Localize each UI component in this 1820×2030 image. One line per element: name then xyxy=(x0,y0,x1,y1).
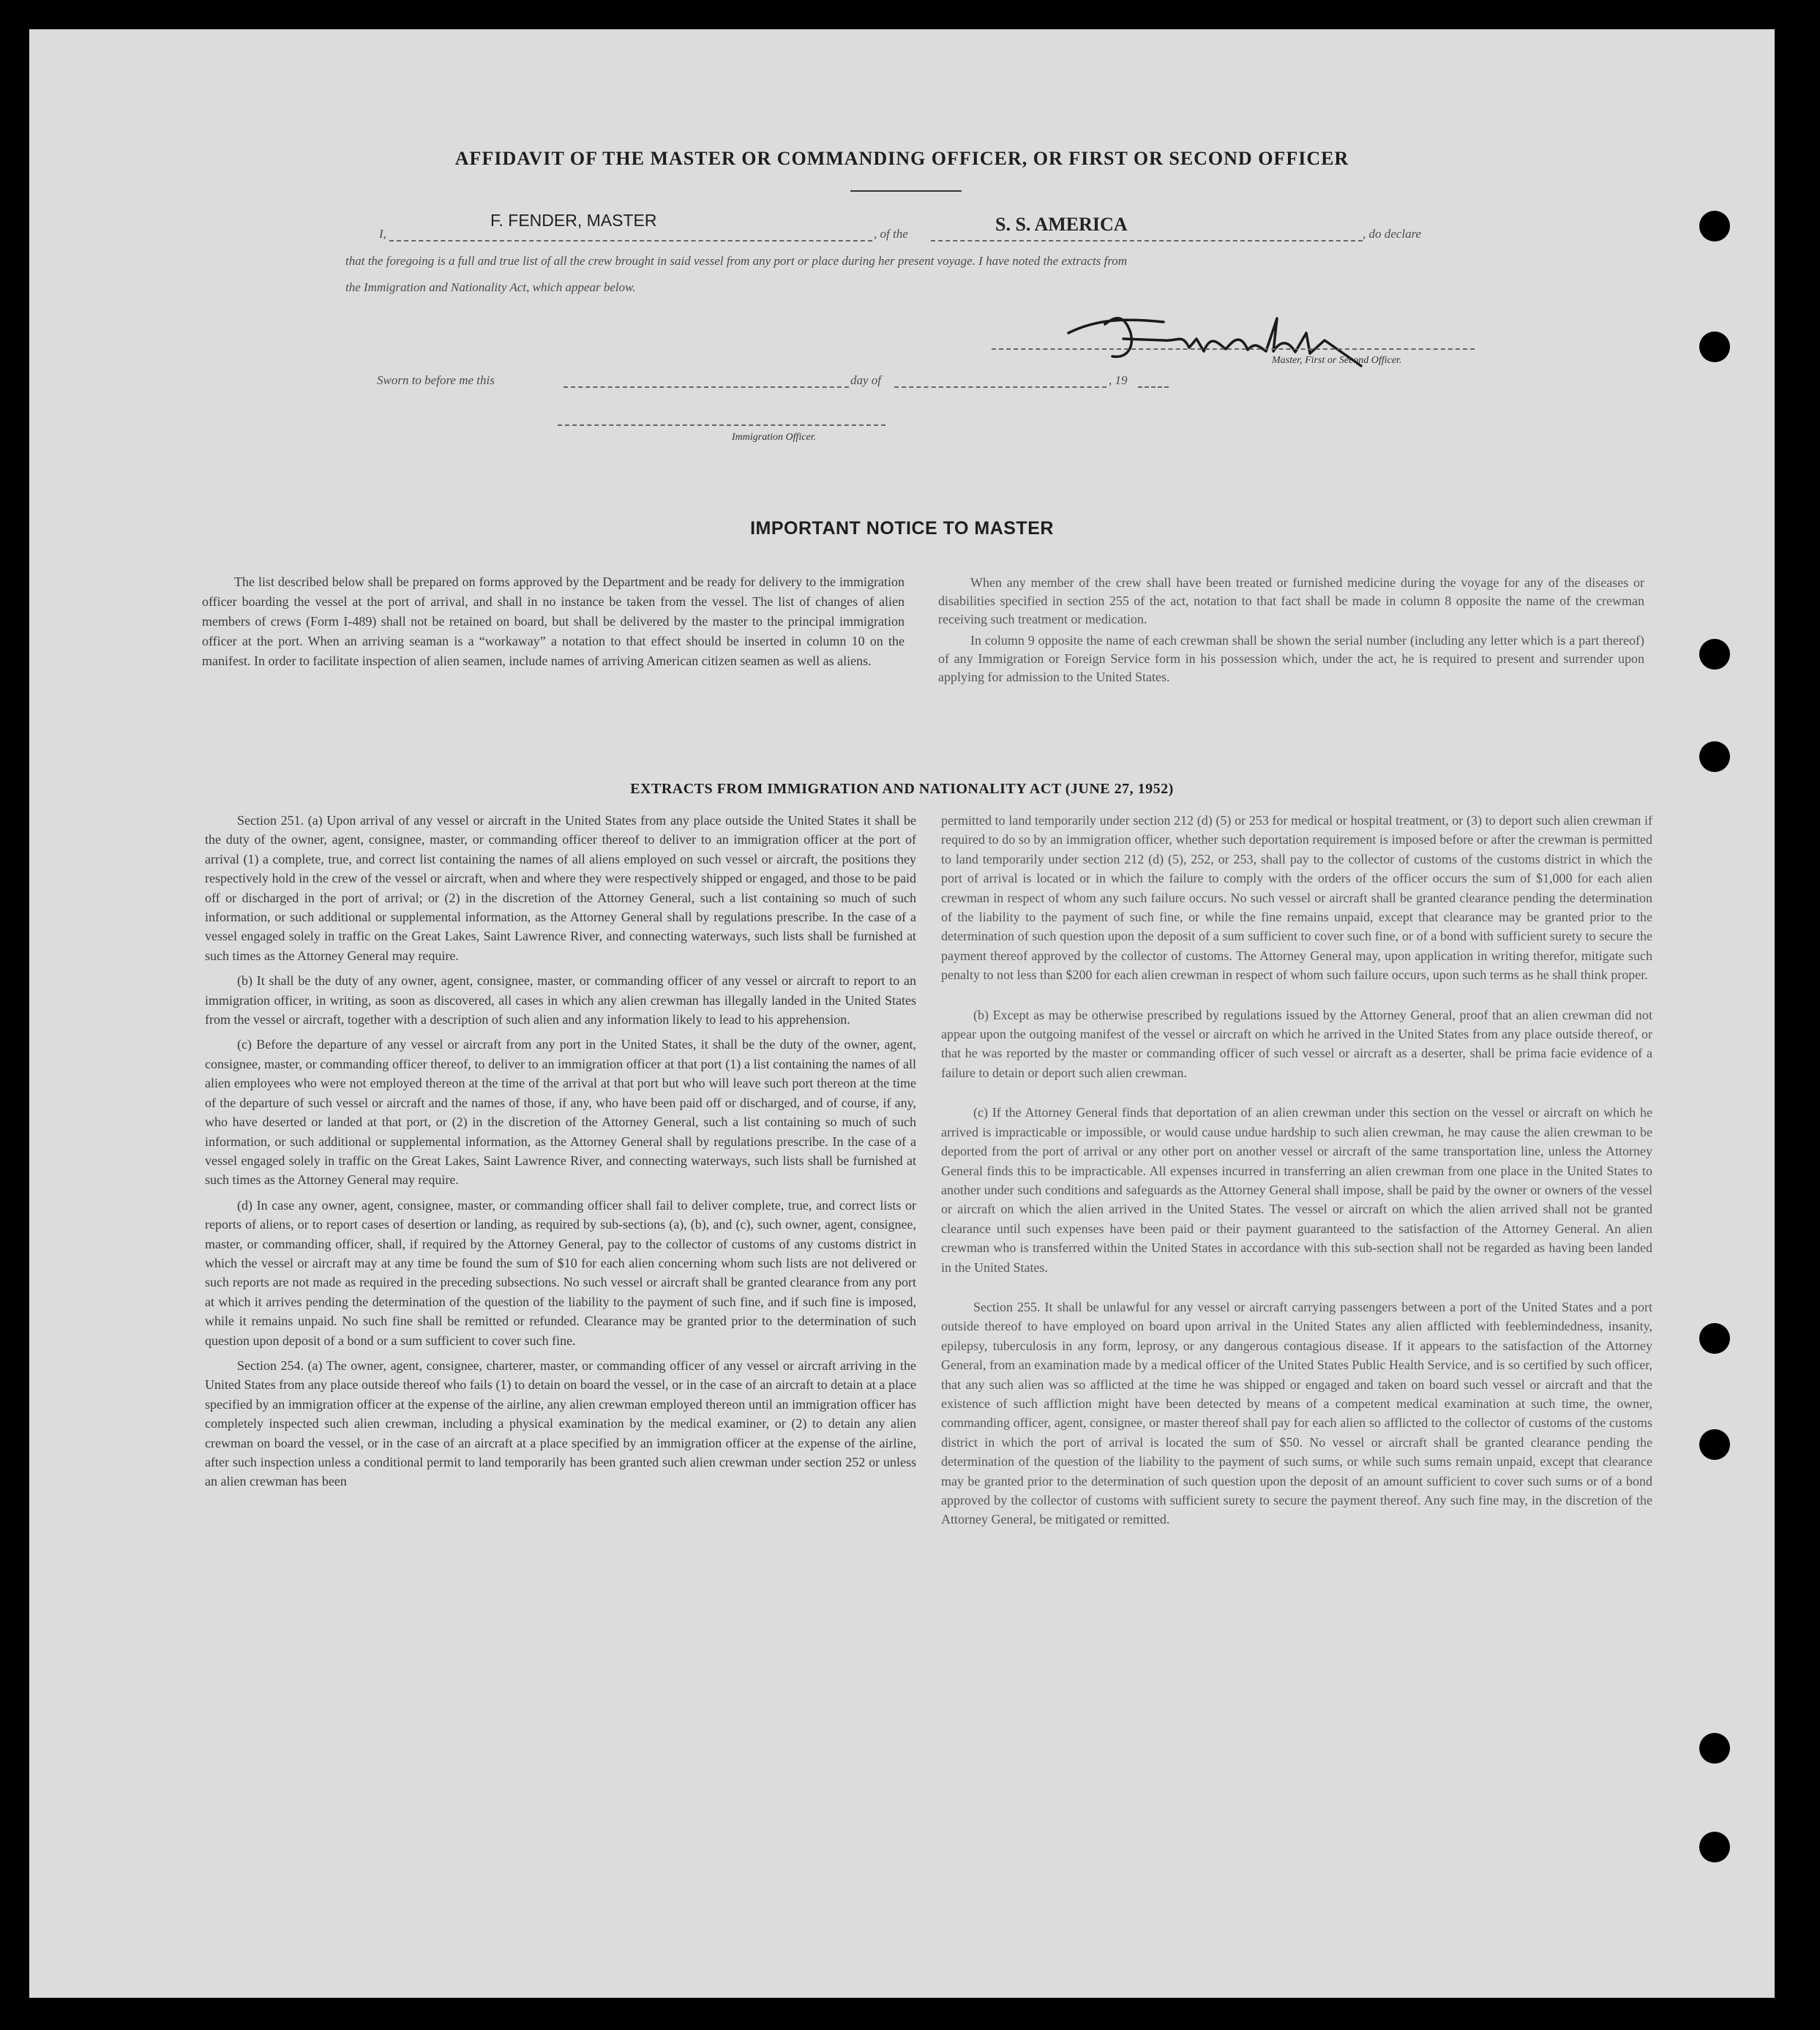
officer-caption: Immigration Officer. xyxy=(732,432,817,443)
sworn-day-line xyxy=(563,386,849,388)
officer-signature-line xyxy=(558,424,885,426)
punch-hole xyxy=(1699,1323,1730,1354)
vessel-name-field: S. S. AMERICA xyxy=(995,214,1128,235)
document-page xyxy=(29,29,1775,1998)
punch-hole xyxy=(1699,1733,1730,1764)
section-254-c: (c) If the Attorney General finds that deportation of an alien crewman under this section on the vessel or aircraft on which he arrived is impracticable or impossible, or would cause undue hardship to such alien crewman, he may cause the alien crewman to be deported from the port of arrival or any other port on another vessel or aircraft of the same transportation line, unless the Attorney General finds this to be impracticable. All expenses incurred in transferring an alien crewman from one place in the United States to another under such conditions and safeguards as the Attorney General shall impose, shall be paid by the owner or owners of the vessel or aircraft on which the alien arrived in the United States. The vessel or aircraft on which the alien arrived shall not be granted clearance until such expenses have been paid or their payment guaranteed to the satisfaction of the Attorney General. An alien crewman who is transferred within the United States in accordance with this sub-section shall not be regarded as having been landed in the United States. xyxy=(941,1105,1652,1275)
punch-hole xyxy=(1699,332,1730,362)
section-251-b: (b) It shall be the duty of any owner, agent, consignee, master, or commanding officer of any vessel or aircraft to report to an immigration officer, in writing, as soon as discovered, all cases in which any alien crewman has illegally landed in the United States from the vessel or aircraft, together with a description of such alien and any information likely to lead to his apprehension. xyxy=(205,973,916,1027)
day-of-label: day of xyxy=(850,373,882,387)
section-251-d: (d) In case any owner, agent, consignee, master, or commanding officer shall fail to deliver complete, true, and correct lists or reports of aliens, or to report cases of desertion or landing, as required by sub-sections (a), (b), and (c), such owner, agent, consignee, master, or commanding officer, shall, if required by the Attorney General, pay to the collector of customs of any customs district in which the vessel or aircraft may at any time be found the sum of $10 for each alien concerning whom such lists are not delivered or such reports are not made as required in the preceding subsections. No such vessel or aircraft shall be granted clearance from any port at which it arrives pending the determination of the question of the liability to the payment of such fine, and if such fine is imposed, while it remains unpaid. No such fine shall be remitted or refunded. Clearance may be granted prior to the determination of such question upon deposit of a bond or a sum sufficient to cover such fine. xyxy=(205,1197,916,1348)
section-254-a-continued: permitted to land temporarily under section 212 (d) (5) or 253 for medical or hospital treatment, or (3) to deport such alien crewman if required to do so by an immigration officer, whether such deportation requirement is imposed before or after the crewman is permitted to land temporarily under section 212 (d) (5), 252, or 253, shall pay to the collector of customs of the customs district in which the port of arrival is located or in which the failure to comply with the orders of the officer occurs the sum of $1,000 for each alien crewman in respect of whom any such failure occurs. No such vessel or aircraft shall be granted clearance pending the determination of the liability to the payment of such fine, or while the fine remains unpaid, except that clearance may be granted prior to the determination of such question upon the deposit of a sum sufficient to cover such fine, or of a bond with sufficient surety to secure the payment thereof approved by the collector of customs. The Attorney General may, upon application in writing therefor, mitigate such penalty to not less than $200 for each alien crewman in respect of whom such failure occurs, upon such terms as he shall think proper. xyxy=(941,813,1652,983)
declaration-line-2: the Immigration and Nationality Act, which appear below. xyxy=(345,280,636,294)
punch-hole xyxy=(1699,639,1730,670)
signature-caption: Master, First or Second Officer. xyxy=(1272,355,1402,366)
notice-right-paragraph-1: When any member of the crew shall have been treated or furnished medicine during the voyage for any of the diseases or disabilities specified in section 255 of the act, notation to that fact shall be made in column 8 opposite the name of the crewman receiving such treatment or medication. xyxy=(938,575,1644,626)
declaration-line-1: that the foregoing is a full and true list of all the crew brought in said vessel from any port or place during her present voyage. I have noted the extracts from xyxy=(345,254,1128,268)
affidavit-title: AFFIDAVIT OF THE MASTER OR COMMANDING OFFICER, OR FIRST OR SECOND OFFICER xyxy=(454,148,1349,169)
extracts-title: EXTRACTS FROM IMMIGRATION AND NATIONALITY ACT (JUNE 27, 1952) xyxy=(630,781,1174,797)
punch-hole xyxy=(1699,1832,1730,1862)
notice-left-column xyxy=(202,572,905,677)
sworn-year-line xyxy=(1138,386,1169,388)
section-251-c: (c) Before the departure of any vessel or aircraft from any port in the United States, it shall be the duty of the owner, agent, consignee, master, or commanding officer thereof, to deliver to an immigration officer at that port (1) a list containing the names of all alien employees who were not employed thereon at the time of the arrival at that port but who will leave such port thereon at the time of the departure of such vessel or aircraft and the names of those, if any, who have been paid off or discharged, and of course, if any, who have deserted or landed at that port, or (2) in the discretion of the Attorney General, such a list containing so much of such information, or such additional or supplemental information, as the Attorney General shall by regulations prescribe. In the case of a vessel engaged solely in traffic on the Great Lakes, Saint Lawrence River, and connecting waterways, such lists shall be furnished at such times as the Attorney General may require. xyxy=(205,1037,916,1188)
notice-right-column xyxy=(938,574,1644,692)
notice-title: IMPORTANT NOTICE TO MASTER xyxy=(750,518,1054,539)
section-254-a: Section 254. (a) The owner, agent, consignee, charterer, master, or commanding officer of any vessel or aircraft arriving in the United States from any place outside thereof who fails (1) to detain on board the vessel, or in the case of an aircraft to detain at a place specified by an immigration officer at the expense of the airline, any alien crewman employed thereon until an immigration officer has completely inspected such alien crewman, including a physical examination by the medical examiner, or (2) to detain any alien crewman on board the vessel, or in the case of an aircraft at a place specified by an immigration officer at the expense of the airline, after such inspection unless a conditional permit to land temporarily has been granted such alien crewman under section 252 or unless an alien crewman has been xyxy=(205,1357,916,1489)
master-name-line xyxy=(389,240,872,241)
notice-right-paragraph-2: In column 9 opposite the name of each crewman shall be shown the serial number (including any letter which is a part thereof) of any Immigration or Foreign Service form in his possession which, under the act, he is required to present and surrender upon applying for admission to the United States. xyxy=(938,633,1644,684)
signature-line xyxy=(992,348,1475,350)
punch-hole xyxy=(1699,741,1730,772)
vessel-name-line xyxy=(931,240,1363,241)
extracts-left-column xyxy=(205,811,916,1497)
master-name-field: F. FENDER, MASTER xyxy=(490,211,657,230)
do-declare-label: , do declare xyxy=(1363,227,1422,241)
punch-hole xyxy=(1699,211,1730,241)
i-label: I, xyxy=(379,227,386,241)
section-255: Section 255. It shall be unlawful for any vessel or aircraft carrying passengers between a port of the United States and a port outside thereof to have employed on board upon arrival in the United States any alien afflicted with feeblemindedness, insanity, epilepsy, tuberculosis in any form, leprosy, or any dangerous contagious disease. If it appears to the satisfaction of the Attorney General, from an examination made by a medical officer of the United States Public Health Service, and is so certified by such officer, that any such alien was so afflicted at the time he was shipped or engaged and taken on board such vessel or aircraft and that the existence of such affliction might have been detected by means of a competent medical examination at such time, the owner, commanding officer, agent, consignee, or master thereof shall pay for each alien so afflicted to the collector of customs of the customs district in which the port of arrival is located the sum of $50. No vessel or aircraft shall be granted clearance pending the determination of the question of the liability to the payment of such sums, or while such sums remain unpaid, except that clearance may be granted prior to the determination of such question upon the deposit of an amount sufficient to cover such sums or of a bond approved by the collector of customs with sufficient surety to secure the payment thereof. Any such fine may, in the discretion of the Attorney General, be mitigated or remitted. xyxy=(941,1299,1652,1527)
of-the-label: , of the xyxy=(874,227,908,241)
sworn-label: Sworn to before me this xyxy=(377,373,495,387)
title-rule xyxy=(850,190,962,192)
sworn-month-line xyxy=(894,386,1106,388)
section-251-a: Section 251. (a) Upon arrival of any vessel or aircraft in the United States from any place outside the United States it shall be the duty of the owner, agent, consignee, master, or commanding officer thereof to deliver to an immigration officer at the port of arrival (1) a complete, true, and correct list containing the names of all aliens employed on such vessel or aircraft, the positions they respectively hold in the crew of the vessel or aircraft, when and where they were respectively shipped or engaged, and those to be paid off or discharged in the port of arrival; or (2) in the discretion of the Attorney General, such a list containing so much of such information, or such additional or supplemental information, as the Attorney General shall by regulations prescribe. In the case of a vessel engaged solely in traffic on the Great Lakes, Saint Lawrence River, and connecting waterways, such lists shall be furnished at such times as the Attorney General may require. xyxy=(205,813,916,963)
extracts-right-column xyxy=(941,811,1652,1550)
notice-left-paragraph: The list described below shall be prepared on forms approved by the Department and be ready for delivery to the immigration officer boarding the vessel at the port of arrival, and shall in no instance be taken from the vessel. The list of changes of alien members of crews (Form I-489) shall not be retained on board, but shall be delivered by the master to the principal immigration officer at the port. When an arriving seaman is a “workaway” a notation to that effect should be inserted in column 10 on the manifest. In order to facilitate inspection of alien seamen, include names of arriving American citizen seamen as well as aliens. xyxy=(202,574,905,668)
punch-hole xyxy=(1699,1429,1730,1460)
year-label: , 19 xyxy=(1109,373,1128,387)
section-254-b: (b) Except as may be otherwise prescribed by regulations issued by the Attorney General, proof that an alien crewman did not appear upon the outgoing manifest of the vessel or aircraft on which he arrived in the United States from any place outside thereof, or that he was reported by the master or commanding officer of such vessel or aircraft as a deserter, shall be prima facie evidence of a failure to detain or deport such alien crewman. xyxy=(941,1007,1652,1080)
